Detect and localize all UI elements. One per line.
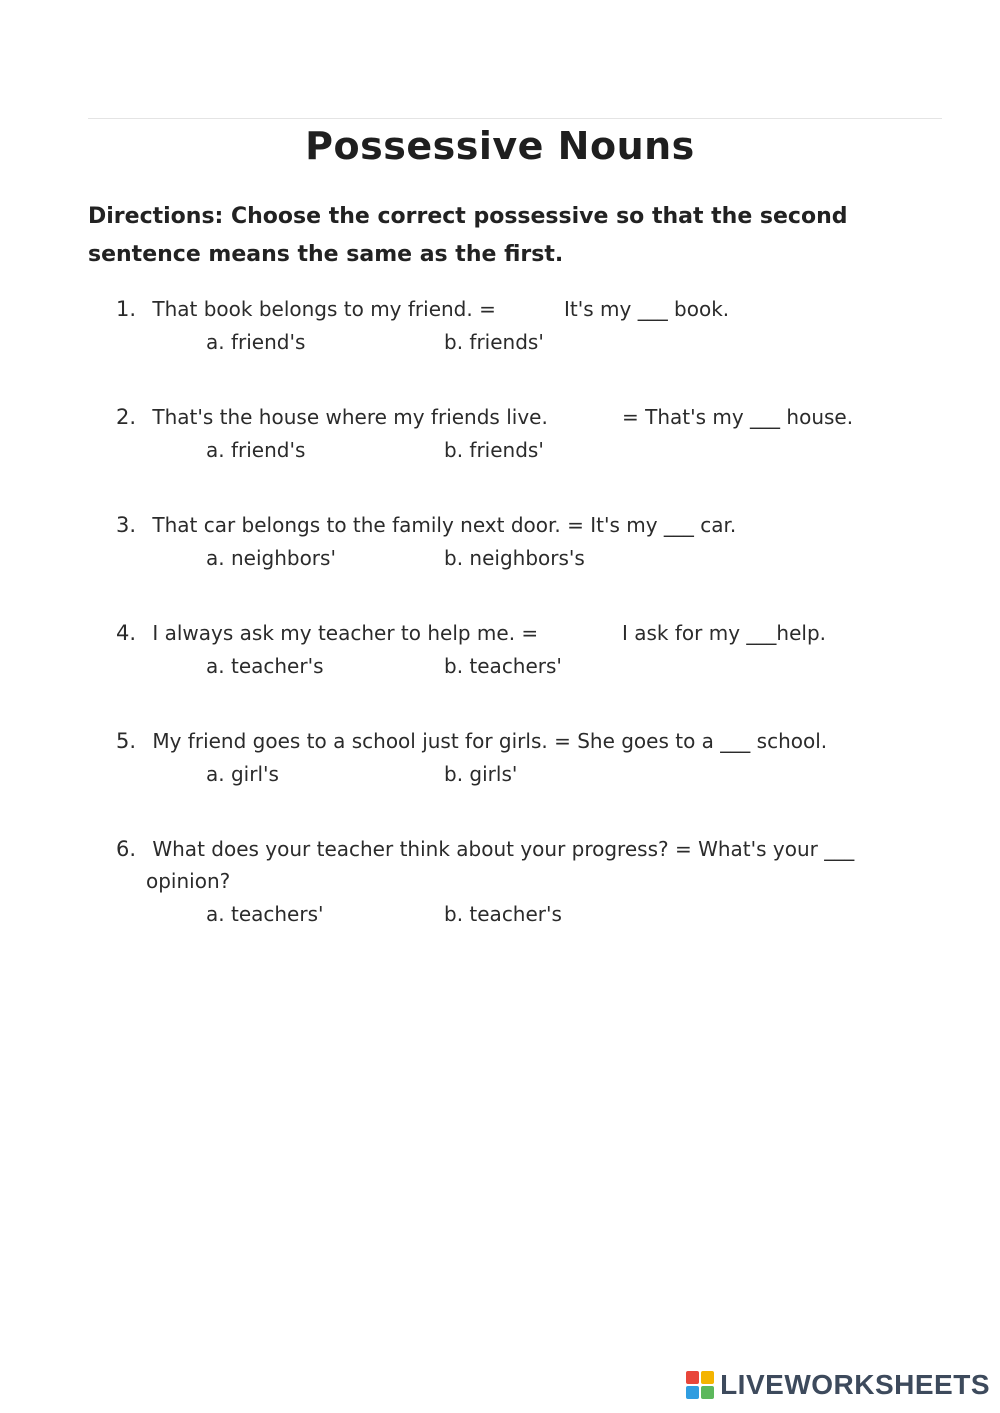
question-number: 5. bbox=[116, 729, 137, 753]
question-1 bbox=[116, 293, 936, 359]
question-number: 6. bbox=[116, 837, 137, 861]
question-number: 4. bbox=[116, 621, 137, 645]
question-first-sentence: My friend goes to a school just for girls. = She goes to a ___ school. bbox=[152, 729, 828, 753]
question-number: 1. bbox=[116, 297, 137, 321]
option-b[interactable]: b. girls' bbox=[444, 762, 518, 786]
question-second-sentence: It's my ___ book. bbox=[564, 297, 730, 321]
option-b[interactable]: b. neighbors's bbox=[444, 546, 585, 570]
question-first-sentence: That's the house where my friends live. bbox=[152, 405, 548, 429]
question-2 bbox=[116, 401, 936, 467]
logo-square bbox=[701, 1371, 714, 1384]
question-6 bbox=[116, 833, 936, 931]
question-first-sentence: What does your teacher think about your progress? = What's your ___ bbox=[152, 837, 855, 861]
page-title: Possessive Nouns bbox=[305, 124, 695, 168]
question-number: 2. bbox=[116, 405, 137, 429]
liveworksheets-logo-icon bbox=[686, 1371, 714, 1399]
question-5 bbox=[116, 725, 936, 791]
question-first-sentence: I always ask my teacher to help me. = bbox=[152, 621, 539, 645]
question-number: 3. bbox=[116, 513, 137, 537]
option-a[interactable]: a. friend's bbox=[206, 330, 306, 354]
question-second-sentence: I ask for my ___help. bbox=[622, 621, 826, 645]
option-a[interactable]: a. teacher's bbox=[206, 654, 324, 678]
logo-square bbox=[686, 1386, 699, 1399]
question-second-sentence: = That's my ___ house. bbox=[622, 405, 854, 429]
question-3 bbox=[116, 509, 936, 575]
option-b[interactable]: b. teacher's bbox=[444, 902, 562, 926]
question-first-sentence: That car belongs to the family next door. = It's my ___ car. bbox=[152, 513, 737, 537]
option-b[interactable]: b. friends' bbox=[444, 438, 544, 462]
question-4 bbox=[116, 617, 936, 683]
option-a[interactable]: a. neighbors' bbox=[206, 546, 336, 570]
option-a[interactable]: a. teachers' bbox=[206, 902, 324, 926]
option-b[interactable]: b. friends' bbox=[444, 330, 544, 354]
question-continuation: opinion? bbox=[146, 869, 231, 893]
question-first-sentence: That book belongs to my friend. = bbox=[152, 297, 496, 321]
option-a[interactable]: a. friend's bbox=[206, 438, 306, 462]
watermark-text: LIVEWORKSHEETS bbox=[720, 1369, 990, 1400]
logo-square bbox=[701, 1386, 714, 1399]
option-a[interactable]: a. girl's bbox=[206, 762, 279, 786]
top-divider bbox=[88, 118, 942, 119]
directions-text: Directions: Choose the correct possessive so that the second sentence means the same as the first. bbox=[88, 204, 848, 267]
liveworksheets-watermark bbox=[686, 1365, 990, 1405]
option-b[interactable]: b. teachers' bbox=[444, 654, 562, 678]
logo-square bbox=[686, 1371, 699, 1384]
